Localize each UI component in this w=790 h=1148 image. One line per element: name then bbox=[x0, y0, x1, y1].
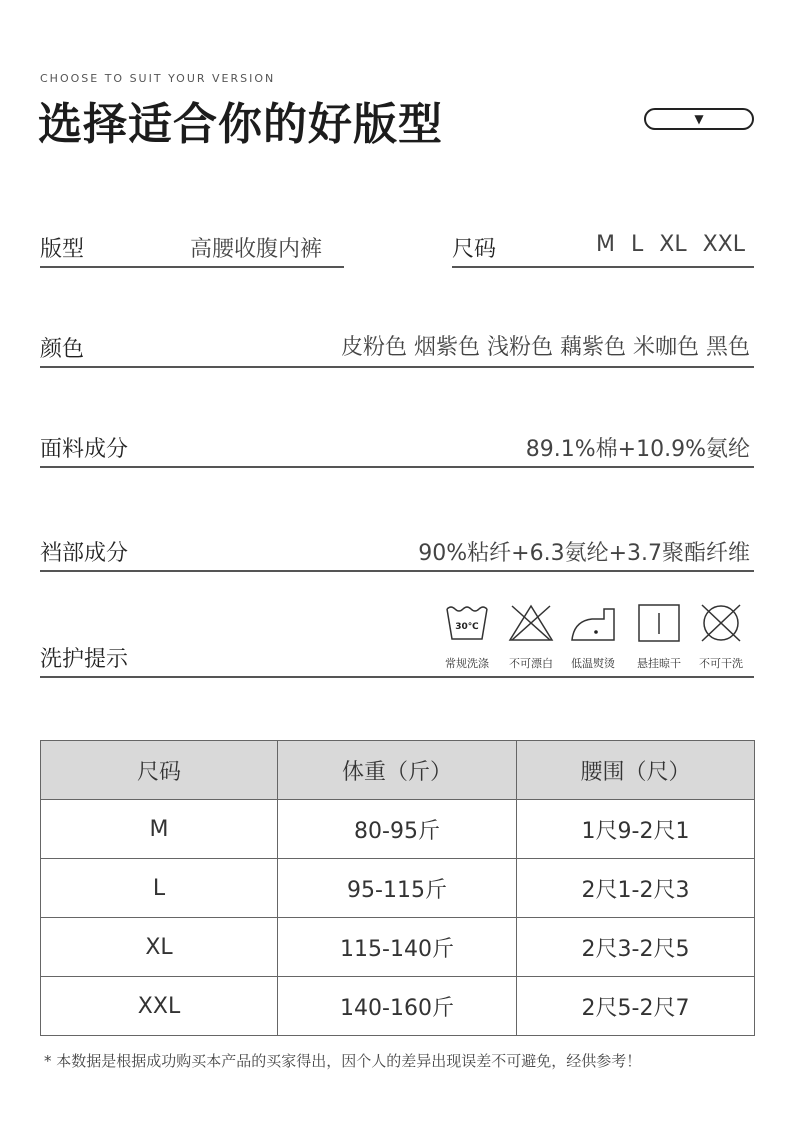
crotch-label: 裆部成分 bbox=[40, 541, 129, 566]
table-cell: 2尺1-2尺3 bbox=[517, 859, 755, 918]
column-header-weight: 体重（斤） bbox=[278, 741, 517, 800]
color-value: 皮粉色 烟紫色 浅粉色 藕紫色 米咖色 黑色 bbox=[341, 335, 750, 360]
table-cell: XXL bbox=[41, 977, 278, 1036]
crotch-value: 90%粘纤+6.3氨纶+3.7聚酯纤维 bbox=[418, 541, 750, 566]
table-header-row bbox=[41, 741, 755, 800]
care-label-hang-dry: 悬挂晾干 bbox=[637, 657, 681, 670]
table-row bbox=[41, 918, 755, 977]
size-option-xxl: XXL bbox=[702, 232, 745, 257]
table-cell: M bbox=[41, 800, 278, 859]
no-bleach-icon bbox=[508, 603, 554, 643]
triangle-down-icon: ▼ bbox=[694, 112, 704, 126]
care-label: 洗护提示 bbox=[40, 647, 129, 672]
size-options bbox=[596, 232, 745, 257]
size-option-xl: XL bbox=[659, 232, 687, 257]
hang-dry-icon bbox=[636, 603, 682, 643]
fabric-divider bbox=[40, 466, 754, 468]
style-divider bbox=[40, 266, 344, 268]
table-cell: 140-160斤 bbox=[278, 977, 517, 1036]
care-divider bbox=[40, 676, 754, 678]
table-cell: 115-140斤 bbox=[278, 918, 517, 977]
table-cell: 2尺5-2尺7 bbox=[517, 977, 755, 1036]
eyebrow-text: CHOOSE TO SUIT YOUR VERSION bbox=[40, 72, 276, 85]
care-label-no-dry-clean: 不可干洗 bbox=[699, 657, 743, 670]
table-cell: L bbox=[41, 859, 278, 918]
table-cell: 95-115斤 bbox=[278, 859, 517, 918]
wash-30-icon bbox=[444, 603, 490, 643]
care-label-iron: 低温熨烫 bbox=[571, 657, 615, 670]
no-dry-clean-icon bbox=[698, 603, 744, 643]
care-label-wash: 常规洗涤 bbox=[445, 657, 489, 670]
footnote: * 本数据是根据成功购买本产品的买家得出，因个人的差异出现误差不可避免，经供参考！ bbox=[44, 1052, 642, 1070]
table-row bbox=[41, 977, 755, 1036]
table-cell: 80-95斤 bbox=[278, 800, 517, 859]
crotch-divider bbox=[40, 570, 754, 572]
style-value: 高腰收腹内裤 bbox=[190, 237, 323, 262]
table-cell: XL bbox=[41, 918, 278, 977]
dropdown-toggle[interactable] bbox=[644, 108, 754, 130]
table-cell: 2尺3-2尺5 bbox=[517, 918, 755, 977]
wash-temp-text: 30℃ bbox=[455, 622, 479, 632]
size-option-l: L bbox=[630, 232, 644, 257]
page-title: 选择适合你的好版型 bbox=[38, 99, 443, 150]
style-label: 版型 bbox=[40, 237, 85, 262]
column-header-waist: 腰围（尺） bbox=[517, 741, 755, 800]
care-label-no-bleach: 不可漂白 bbox=[509, 657, 553, 670]
size-label: 尺码 bbox=[452, 237, 497, 262]
table-cell: 1尺9-2尺1 bbox=[517, 800, 755, 859]
fabric-value: 89.1%棉+10.9%氨纶 bbox=[525, 437, 750, 462]
iron-low-icon bbox=[570, 603, 616, 643]
table-row bbox=[41, 800, 755, 859]
size-divider bbox=[452, 266, 754, 268]
fabric-label: 面料成分 bbox=[40, 437, 129, 462]
column-header-size: 尺码 bbox=[41, 741, 278, 800]
color-label: 颜色 bbox=[40, 337, 85, 362]
size-table bbox=[40, 740, 755, 1036]
size-option-m: M bbox=[596, 232, 615, 257]
color-divider bbox=[40, 366, 754, 368]
table-row bbox=[41, 859, 755, 918]
